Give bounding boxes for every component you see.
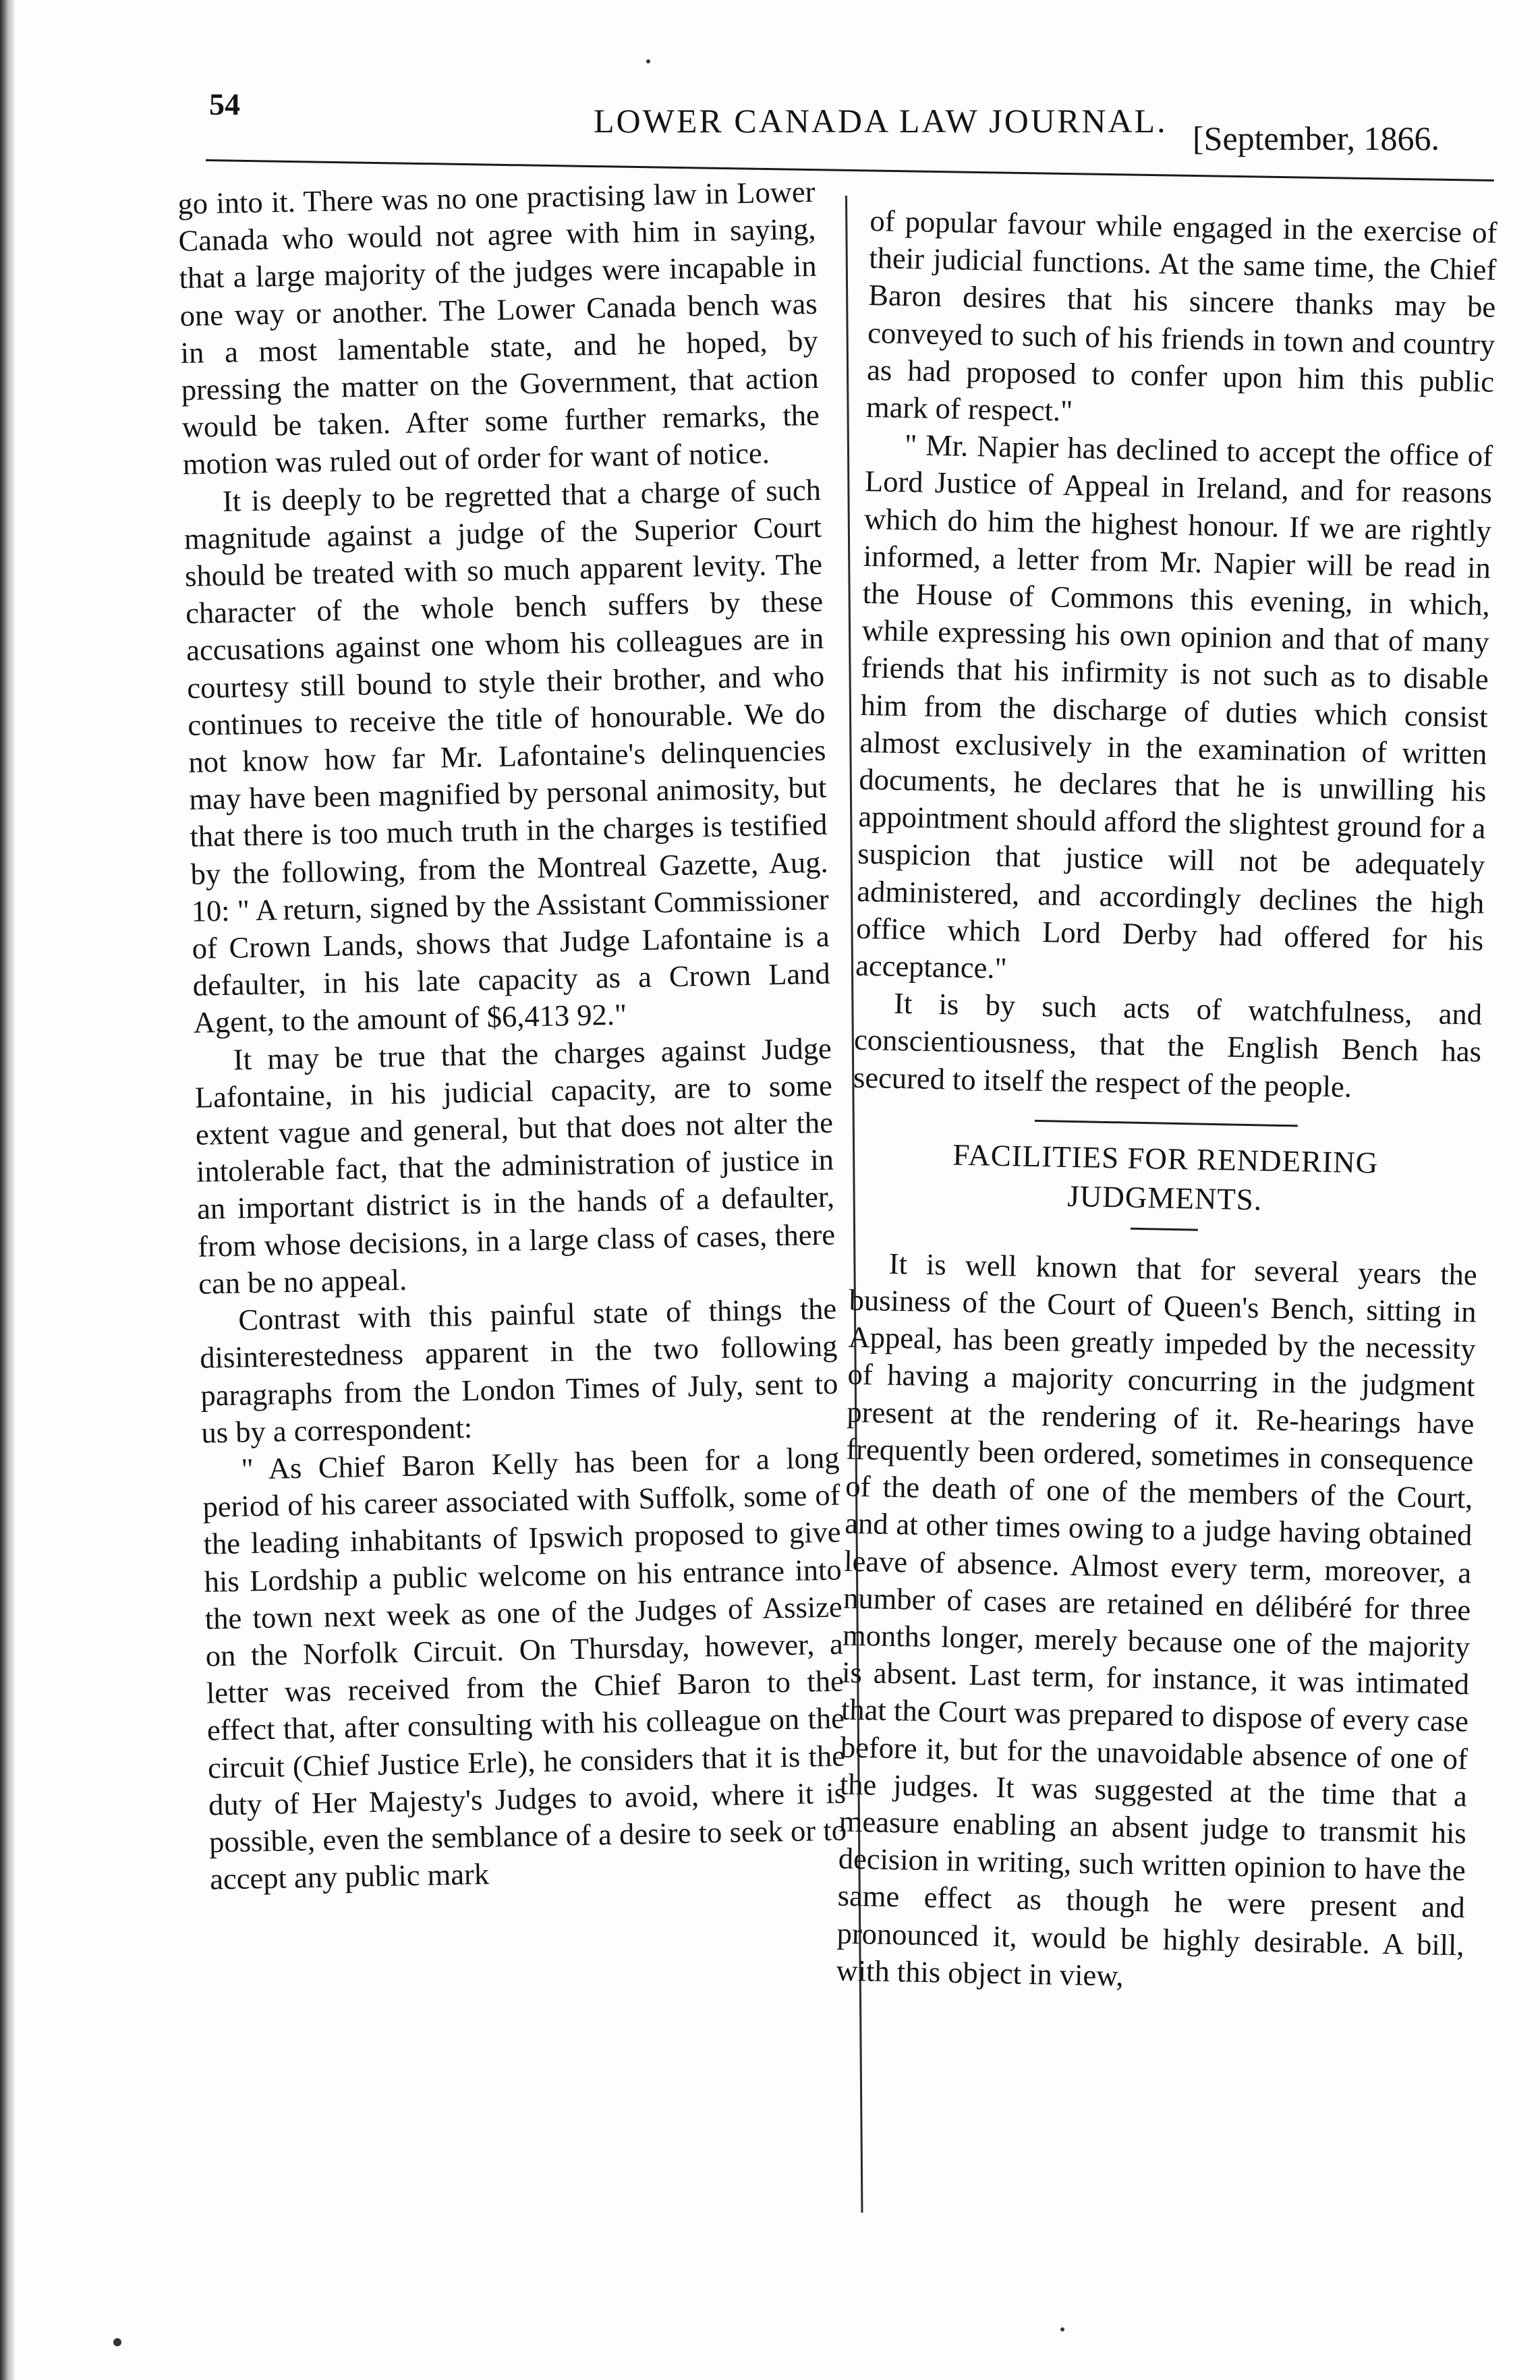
ink-speck: [113, 2338, 121, 2346]
right-column: [836, 202, 1498, 2001]
issue-date: [September, 1866.: [1193, 119, 1439, 157]
section-heading: [851, 1133, 1479, 1224]
section-rule: [1035, 1120, 1298, 1127]
paragraph: It is well known that for several years the business of the Court of Queen's Bench, sitting in Appeal, has been greatly impeded by the necessity of having a majority concurring in the judgment present at the rendering of it. Re-hearings have frequently been ordered, sometimes in consequence of the death of one of the members of the Court, and at other times owing to a judge having obtained leave of absence. Almost every term, moreover, a number of cases are retained en délibéré for three months longer, merely because one of the majority is absent. Last term, for instance, it was intimated that the Court was prepared to dispose of every case before it, but for the unavoidable absence of one of the judges. It was suggested at the time that a measure enabling an absent judge to transmit his decision in writing, such written opinion to have the same effect as though he were present and pronounced it, would be highly desirable. A bill, with this object in view,: [836, 1246, 1478, 1993]
ink-speck: [1060, 2327, 1064, 2331]
quoted-paragraph: " As Chief Baron Kelly has been for a long period of his career associated with Suffolk, some of the leading inhabitants of Ipswich proposed to give his Lordship a public welcome on his entrance into the town next week as one of the Judges of Assize on the Norfolk Circuit. On Thursday, however, a letter was received from the Chief Baron to the effect that, after consulting with his colleague on the circuit (Chief Justice Erle), he considers that it is the duty of Her Majesty's Judges to avoid, where it is possible, even the semblance of a desire to seek or to accept any public mark: [202, 1440, 847, 1896]
quoted-paragraph: " Mr. Napier has declined to accept the office of Lord Justice of Appeal in Ireland, and for reasons which do him the highest honour. If we are rightly informed, a letter from Mr. Napier will be read in the House of Commons this evening, in which, while expressing his own opinion and that of many friends that his infirmity is not such as to disable him from the discharge of duties which consist almost exclusively in the examination of written documents, he declares that he is unwilling his appointment should afford the slightest ground for a suspicion that justice will not be adequately administered, and accordingly declines the high office which Lord Derby had offered for his acceptance.": [855, 428, 1493, 986]
ink-speck: [646, 59, 650, 63]
paragraph: go into it. There was no one practising law in Lower Canada who would not agree with him in saying, that a large majority of the judges were incapable in one way or another. The Lower Canada bench was in a most lamentable state, and he hoped, by pressing the matter on the Government, that action would be taken. After some further remarks, the motion was ruled out of order for want of notice.: [177, 174, 820, 482]
heading-rule: [1131, 1228, 1198, 1231]
paragraph: Contrast with this painful state of things the disinterestedness apparent in the two following paragraphs from the London Times of July, sent to us by a correspondent:: [199, 1291, 838, 1450]
paragraph: of popular favour while engaged in the exercise of their judicial functions. At the same time, the Chief Baron desires that his sincere thanks may be conveyed to such of his friends in town and country as had proposed to confer upon him this public mark of respect.": [865, 203, 1498, 428]
left-column: [177, 173, 848, 1898]
paragraph: It is by such acts of watchfulness, and conscientiousness, that the English Bench has secured to itself the respect of the people.: [853, 986, 1483, 1104]
paragraph: It may be true that the charges against Judge Lafontaine, in his judicial capacity, are to some extent vague and general, but that does not alter the intolerable fact, that the administration of justice in an important district is in the hands of a defaulter, from whose decisions, in a large class of cases, there can be no appeal.: [194, 1031, 836, 1301]
section-heading-line: FACILITIES FOR RENDERING: [952, 1137, 1379, 1180]
running-title: LOWER CANADA LAW JOURNAL.: [594, 102, 1168, 140]
paragraph: It is deeply to be regretted that a charge of such magnitude against a judge of the Superior Court should be treated with so much apparent levity. The character of the whole bench suffers by these accusations against one whom his colleagues are in courtesy still bound to style their brother, and who continues to receive the title of honourable. We do not know how far Mr. Lafontaine's delinquencies may have been magnified by personal animosity, but that there is too much truth in the charges is testified by the following, from the Montreal Gazette, Aug. 10: " A return, signed by the Assistant Commissioner of Crown Lands, shows that Judge Lafontaine is a defaulter, in his late capacity as a Crown Land Agent, to the amount of $6,413 92.": [183, 472, 831, 1040]
header-rule: [206, 159, 1494, 181]
scan-binding-edge: [0, 0, 15, 2380]
section-heading-line: JUDGMENTS.: [1066, 1179, 1263, 1217]
page-number: 54: [209, 87, 240, 121]
